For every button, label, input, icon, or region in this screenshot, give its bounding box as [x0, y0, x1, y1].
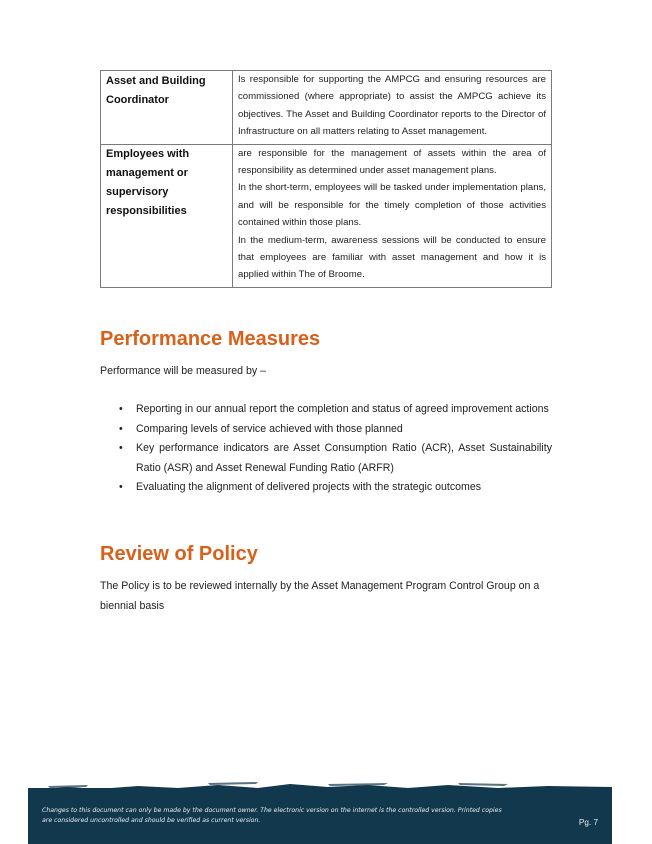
list-item-text: Comparing levels of service achieved with those planned	[136, 422, 403, 435]
description-paragraph: Is responsible for supporting the AMPCG and ensuring resources are commissioned (where appropriate) to assist the AMPCG achieve its objectives. The Asset and Building Coordinator reports to the Director of Infrastructure on all matters relating to Asset management.	[238, 74, 546, 138]
list-item	[100, 420, 552, 440]
responsibilities-table	[100, 70, 552, 288]
role-cell: Asset and Building Coordinator	[101, 71, 233, 145]
description-paragraph: are responsible for the management of assets within the area of responsibility as determined under asset management plans.	[238, 147, 546, 177]
bullet-icon: •	[119, 481, 123, 493]
bullet-icon: •	[119, 422, 123, 435]
performance-heading: Performance Measures	[100, 328, 321, 350]
description-cell	[233, 144, 552, 287]
footer-disclaimer-line: are considered uncontrolled and should be verified as current version.	[42, 817, 261, 824]
list-item	[100, 400, 552, 420]
list-item	[100, 478, 552, 498]
description-paragraph: In the short-term, employees will be tasked under implementation plans, and will be responsible for the timely completion of those activities contained within those plans.	[238, 182, 546, 229]
performance-intro: Performance will be measured by –	[100, 365, 267, 377]
bullet-icon: •	[119, 442, 123, 454]
list-item-text: Evaluating the alignment of delivered projects with the strategic outcomes	[136, 481, 482, 493]
description-cell	[233, 71, 552, 145]
table-row	[101, 144, 552, 287]
review-text: The Policy is to be reviewed internally by the Asset Management Program Control Group on a biennial basis	[100, 580, 540, 612]
list-item	[100, 439, 552, 478]
table-row	[101, 71, 552, 145]
review-heading: Review of Policy	[100, 543, 258, 565]
role-cell: Employees with management or supervisory responsibilities	[101, 144, 233, 287]
bullet-icon: •	[119, 403, 123, 415]
footer-disclaimer-line: Changes to this document can only be made by the document owner. The electronic version on the internet is the controlled version. Printed copies	[42, 807, 502, 814]
footer-disclaimer	[42, 806, 542, 826]
list-item-text: Key performance indicators are Asset Consumption Ratio (ACR), Asset Sustainability Ratio (ASR) and Asset Renewal Funding Ratio (ARFR)	[136, 442, 552, 474]
page-footer	[28, 788, 612, 844]
description-paragraph: In the medium-term, awareness sessions will be conducted to ensure that employees are familiar with asset management and how it is applied within The of Broome.	[238, 234, 546, 281]
page-number: Pg. 7	[578, 818, 598, 827]
list-item-text: Reporting in our annual report the completion and status of agreed improvement actions	[136, 403, 549, 415]
performance-bullet-list	[100, 400, 552, 498]
